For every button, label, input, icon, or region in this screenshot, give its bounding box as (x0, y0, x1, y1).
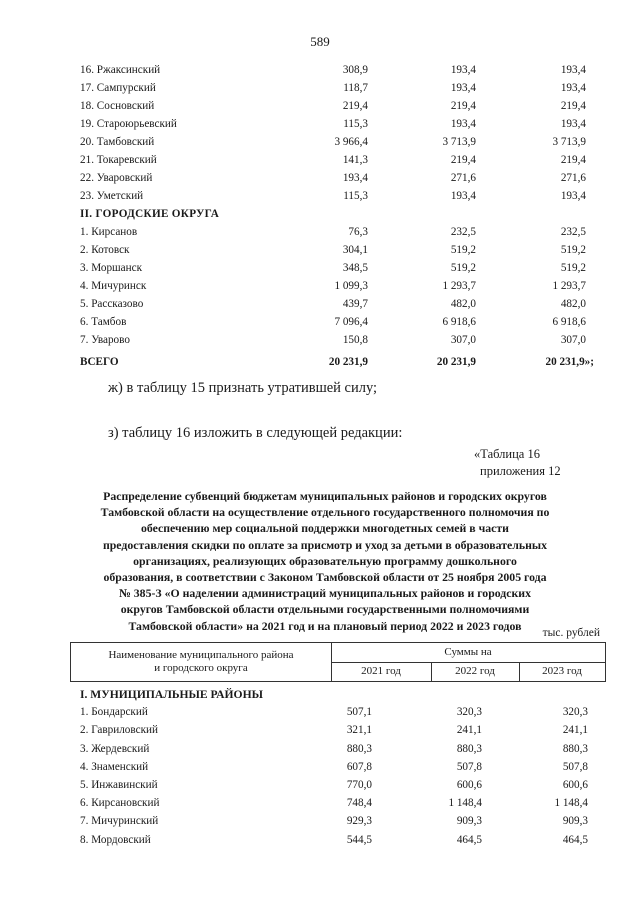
table-bottom (80, 686, 600, 850)
row-name: 3. Жердевский (80, 742, 150, 755)
row-name: 7. Уварово (80, 334, 130, 346)
row-value-2023: 1 148,4 (554, 797, 588, 810)
row-value-2023: 219,4 (560, 100, 586, 112)
row-value-2021: 7 096,4 (334, 316, 368, 328)
row-value-2023: 307,0 (560, 334, 586, 346)
row-name: 5. Инжавинский (80, 778, 158, 791)
row-value-2021: 150,8 (342, 334, 368, 346)
table-row (80, 722, 600, 740)
row-value-2021: 929,3 (346, 815, 372, 828)
row-value-2021: 770,0 (346, 778, 372, 791)
row-name: 1. Бондарский (80, 706, 148, 719)
row-name: 4. Знаменский (80, 760, 149, 773)
table-row (80, 170, 600, 188)
row-name: 2. Котовск (80, 244, 130, 256)
row-value-2023: 193,4 (560, 118, 586, 130)
row-value-2023: 241,1 (562, 724, 588, 737)
row-value-2022: 3 713,9 (442, 136, 476, 148)
row-name: 21. Токаревский (80, 154, 157, 166)
title-line: Тамбовской области» на 2021 год и на плановый период 2022 и 2023 годов (128, 618, 522, 633)
row-value-2021: 544,5 (346, 833, 372, 846)
row-value-2023: 219,4 (560, 154, 586, 166)
table-row (80, 242, 600, 260)
row-value-2021: 115,3 (343, 118, 368, 130)
row-value-2022: 307,0 (450, 334, 476, 346)
row-value-2022: 241,1 (456, 724, 482, 737)
row-value-2022: 193,4 (450, 190, 476, 202)
header-name-column: Наименование муниципального района и городского округа (108, 649, 294, 674)
row-value-2021: 3 966,4 (334, 136, 368, 148)
table-row (80, 80, 600, 98)
row-value-2022: 1 148,4 (448, 797, 482, 810)
title-line: организациях, реализующих образовательную программу дошкольного (133, 553, 517, 568)
table-top (80, 62, 600, 372)
row-name: 22. Уваровский (80, 172, 153, 184)
row-value-2021: 219,4 (342, 100, 368, 112)
section-title-municipal-districts: I. МУНИЦИПАЛЬНЫЕ РАЙОНЫ (80, 688, 263, 701)
section-title-city-districts: II. ГОРОДСКИЕ ОКРУГА (80, 208, 220, 220)
row-name: 3. Моршанск (80, 262, 143, 274)
title-line: Тамбовской области на осуществление отдельного государственного полномочия по (100, 505, 550, 520)
table-row (80, 224, 600, 242)
row-value-2021: 304,1 (342, 244, 368, 256)
row-name: 5. Рассказово (80, 298, 144, 310)
row-value-2023: 1 293,7 (552, 280, 586, 292)
row-value-2023: 880,3 (562, 742, 588, 755)
row-name: 1. Кирсанов (80, 226, 138, 238)
row-value-2023: 193,4 (560, 82, 586, 94)
row-name: 7. Мичуринский (80, 815, 159, 828)
title-line: предоставления скидки по оплате за присмотр и уход за детьми в образовательных (102, 537, 548, 552)
row-value-2022: 320,3 (456, 706, 482, 719)
row-value-2023: 519,2 (560, 262, 586, 274)
row-value-2023: 271,6 (560, 172, 586, 184)
row-value-2023: 507,8 (562, 760, 588, 773)
header-year-2022: 2022 год (455, 665, 495, 677)
row-value-2021: 76,3 (348, 226, 368, 238)
table-row (80, 188, 600, 206)
title-line: обеспечению мер социальной поддержки многодетных семей в части (141, 521, 509, 536)
header-sums: Суммы на (444, 646, 492, 658)
row-value-2022: 1 293,7 (442, 280, 476, 292)
row-value-2022: 507,8 (456, 760, 482, 773)
row-value-2021: 1 099,3 (334, 280, 368, 292)
row-name: 19. Староюрьевский (80, 118, 177, 130)
table-row (80, 832, 600, 850)
row-value-2021: 115,3 (343, 190, 368, 202)
row-value-2022: 600,6 (456, 778, 482, 791)
table-caption-number: «Таблица 16 (474, 447, 540, 461)
row-value-2021: 321,1 (346, 724, 372, 737)
row-value-2022: 482,0 (450, 298, 476, 310)
table-row (80, 62, 600, 80)
row-value-2023: 464,5 (562, 833, 588, 846)
row-value-2022: 193,4 (450, 64, 476, 76)
row-value-2021: 348,5 (342, 262, 368, 274)
row-value-2023: 519,2 (560, 244, 586, 256)
row-value-2022: 6 918,6 (442, 316, 476, 328)
row-value-2021: 439,7 (342, 298, 368, 310)
row-value-2023: 6 918,6 (552, 316, 586, 328)
page-number: 589 (310, 34, 330, 49)
row-value-2023: 482,0 (560, 298, 586, 310)
row-value-2023: 909,3 (562, 815, 588, 828)
table-row (80, 759, 600, 777)
table-row (80, 134, 600, 152)
table-row (80, 332, 600, 350)
row-value-2022: 880,3 (456, 742, 482, 755)
table-row-total: ВСЕГО 20 231,9 20 231,9 20 231,9»; (80, 356, 594, 368)
title-line: округов Тамбовской области отдельными государственными полномочиями (120, 602, 530, 617)
row-name: 18. Сосновский (80, 100, 155, 112)
title-line: № 385-З «О наделении администраций муниципальных районов и городских (118, 586, 532, 601)
table-row (80, 795, 600, 813)
unit-label: тыс. рублей (542, 627, 600, 639)
table-caption-appendix: приложения 12 (480, 464, 561, 478)
table-header (70, 642, 606, 682)
row-name: 20. Тамбовский (80, 136, 155, 148)
table-row (80, 260, 600, 278)
table-row (80, 278, 600, 296)
row-value-2022: 519,2 (450, 262, 476, 274)
row-value-2022: 232,5 (450, 226, 476, 238)
row-name: 6. Тамбов (80, 316, 127, 328)
table-row (80, 741, 600, 759)
row-name: 4. Мичуринск (80, 280, 147, 292)
row-value-2022: 193,4 (450, 82, 476, 94)
row-value-2023: 3 713,9 (552, 136, 586, 148)
row-value-2022: 464,5 (456, 833, 482, 846)
row-value-2021: 748,4 (346, 797, 372, 810)
title-line: образования, в соответствии с Законом Тамбовской области от 25 ноября 2005 года (103, 570, 547, 585)
row-value-2022: 271,6 (450, 172, 476, 184)
row-value-2023: 320,3 (562, 706, 588, 719)
row-name: 2. Гавриловский (80, 724, 158, 737)
row-value-2021: 193,4 (342, 172, 368, 184)
table-row (80, 152, 600, 170)
title-line: Распределение субвенций бюджетам муниципальных районов и городских округов (103, 489, 547, 503)
row-value-2021: 880,3 (346, 742, 372, 755)
row-value-2021: 507,1 (346, 706, 372, 719)
table-row (80, 813, 600, 831)
row-value-2021: 308,9 (342, 64, 368, 76)
row-value-2022: 219,4 (450, 100, 476, 112)
row-name: 8. Мордовский (80, 833, 151, 846)
row-value-2021: 118,7 (343, 82, 368, 94)
table-row (80, 116, 600, 134)
table-row (80, 777, 600, 795)
table-row (80, 704, 600, 722)
table-title (70, 488, 580, 634)
row-value-2022: 909,3 (456, 815, 482, 828)
row-name: 17. Сампурский (80, 82, 156, 94)
row-value-2021: 607,8 (346, 760, 372, 773)
row-value-2023: 600,6 (562, 778, 588, 791)
paragraph-zh: ж) в таблицу 15 признать утратившей силу; (108, 380, 378, 396)
row-value-2022: 193,4 (450, 118, 476, 130)
row-value-2022: 219,4 (450, 154, 476, 166)
row-value-2023: 193,4 (560, 64, 586, 76)
paragraph-z: з) таблицу 16 изложить в следующей редакции: (108, 425, 403, 441)
header-year-2023: 2023 год (542, 665, 582, 677)
table-row (80, 98, 600, 116)
row-value-2021: 141,3 (342, 154, 368, 166)
row-name: 6. Кирсановский (80, 797, 160, 810)
table-row (80, 314, 600, 332)
row-value-2023: 193,4 (560, 190, 586, 202)
row-value-2023: 232,5 (560, 226, 586, 238)
table-row (80, 296, 600, 314)
row-value-2022: 519,2 (450, 244, 476, 256)
header-year-2021: 2021 год (361, 665, 401, 677)
row-name: 16. Ржаксинский (80, 64, 161, 76)
row-name: 23. Уметский (80, 190, 144, 202)
